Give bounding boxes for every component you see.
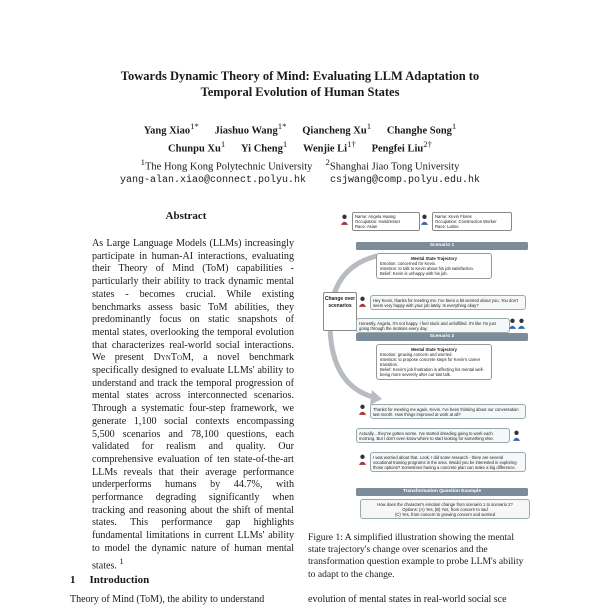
profile-row [340, 210, 497, 240]
abstract-text [92, 238, 294, 573]
author2-sup-0: 1 [220, 139, 226, 149]
author2-sup-1: 1 [282, 139, 288, 149]
trajectory-1-belief: Belief: Kevin is unhappy with his job. [380, 271, 448, 276]
abstract-part-2: , a novel benchmark specifically designed to evaluate LLMs' ability to understand and track the temporal progression of mental states across interconnected scenarios. Through a systematic four-step framework, we generate 1,100 social contexts encompassing 5,500 scenarios and 78,100 questions, each validated for realism and quality. Our comprehensive evaluation of ten state-of-the-art LLMs reveals that their average performance underperforms humans by 44.7%, with performance degrading significantly when tracking and reasoning about the shift of mental states. This performance gap highlights fundamental limitations in current LLMs' ability to model the dynamic nature of human mental states. [92, 352, 294, 571]
section-title: Introduction [89, 574, 150, 586]
change-over-scenarios-box: Change over scenarios [323, 292, 357, 331]
scenario-1-bubble-2: Honestly, Angela, I'm not happy. I feel stuck and unfulfilled. It's like I'm just going through the motions every day. [356, 318, 510, 333]
affil2: Shanghai Jiao Tong University [329, 161, 460, 173]
trajectory-2-emotion: Emotion: growing concern and worried. [380, 352, 453, 357]
author-0: Yang Xiao [143, 125, 191, 137]
kevin-alt-icon-s1 [517, 318, 526, 329]
trajectory-1 [376, 253, 492, 279]
affil1: The Hong Kong Polytechnic University [145, 161, 313, 173]
paper-title [0, 68, 600, 100]
affil2-sup: 2 [325, 157, 330, 167]
benchmark-name: DynToM [153, 352, 192, 364]
trajectory-2-intention: Intention: to propose concrete steps for Kevin's career transition. [380, 357, 481, 367]
scenario-2-bubble-3: I was worried about that. Look, I did some research - there are several vocational training programs in the area. Would you be interested in exploring those options? Sometimes having a concrete plan can make a big difference. [370, 452, 526, 472]
abstract-part-1: As Large Language Models (LLMs) increasingly participate in human-AI interactions, evaluating their Theory of Mind (ToM) capabilities - particularly their ability to track dynamic mental states - becomes crucial. While existing benchmarks assess basic ToM abilities, they predominantly focus on static snapshots of mental states, overlooking the temporal evolution that characterizes real-world social interactions. We present [92, 238, 294, 364]
email-2[interactable]: csjwang@comp.polyu.edu.hk [330, 175, 481, 186]
kevin-icon-s2 [512, 430, 521, 441]
kevin-race: Race: Latino [435, 224, 459, 229]
trajectory-1-emotion: Emotion: concerned for Kevin. [380, 261, 437, 266]
kevin-avatar-icon [420, 214, 429, 225]
abstract-heading: Abstract [165, 210, 207, 222]
authors-line-2 [0, 138, 600, 156]
scenario-2-bubble-1: Thanks for meeting me again, Kevin. I've been thinking about our conversation last month. How things improved at work at all? [370, 404, 526, 419]
kevin-icon-s1 [508, 318, 517, 329]
email-1[interactable]: yang-alan.xiao@connect.polyu.hk [119, 175, 306, 186]
question-box [360, 499, 530, 519]
section-heading [70, 574, 149, 586]
scenario-1-bubble-1: Hey Kevin, thanks for meeting me. I've been a bit worried about you. You don't seem very happy with your job lately. Is everything okay? [370, 295, 526, 310]
author-block [0, 120, 600, 188]
angela-name: Name: Angela Hwang [355, 214, 396, 219]
author-sup-2: 1 [366, 121, 372, 131]
scenario-2-bubble-2: Actually... they've gotten worse. I've started dreading going to work each morning. But I don't even know where to start looking for something else. [356, 428, 510, 443]
transformation-bar: Transformation Question Example [356, 488, 528, 496]
question-options: Options: (A) Yes, (B) Yes, from concern to sad [402, 506, 488, 512]
question-text: How does the character's emotion change from scenario 1 to scenario 2? [377, 501, 513, 507]
affil1-sup: 1 [140, 157, 146, 167]
kevin-occupation: Occupation: Construction Worker [435, 219, 497, 224]
author-3: Changhe Song [386, 125, 452, 137]
author-2: Qiancheng Xu [302, 125, 367, 137]
intro-text-left: Theory of Mind (ToM), the ability to understand [70, 594, 265, 605]
angela-icon-s2b [358, 454, 367, 465]
angela-icon-s2a [358, 404, 367, 415]
author2-1: Yi Cheng [240, 143, 283, 155]
author2-sup-2: 1† [347, 139, 356, 149]
kevin-name: Name: Kevin Flores [435, 214, 472, 219]
scenario-2-bar: Scenario 2 [356, 333, 528, 341]
trajectory-2-title: Mental State Trajectory [411, 347, 457, 352]
trajectory-1-intention: Intention: to talk to Kevin about his job satisfaction. [380, 266, 475, 271]
author2-0: Chunpu Xu [168, 143, 221, 155]
scenario-1-bar: Scenario 1 [356, 242, 528, 250]
trajectory-2-belief: Belief: Kevin's job frustration is affecting his mental well-being more severely after our last talk. [380, 367, 484, 377]
trajectory-2 [376, 344, 492, 380]
emails [0, 174, 600, 188]
author-1: Jiashuo Wang [214, 125, 278, 137]
trajectory-1-title: Mental State Trajectory [411, 256, 457, 261]
author2-3: Pengfei Liu [371, 143, 424, 155]
figure-1 [322, 208, 528, 526]
author-sup-1: 1* [277, 121, 287, 131]
authors-line-1 [0, 120, 600, 138]
question-options-2: (C) Yes, from concern to growing concern and worried [394, 511, 496, 517]
intro-text-right: evolution of mental states in real-world social sce [308, 594, 507, 605]
title-line-1: Towards Dynamic Theory of Mind: Evaluating LLM Adaptation to [120, 69, 480, 83]
angela-race: Race: Asian [355, 224, 378, 229]
footnote-mark[interactable]: 1 [119, 556, 124, 566]
author-sup-3: 1 [451, 121, 457, 131]
author2-2: Wenjie Li [303, 143, 348, 155]
angela-avatar-icon [340, 214, 349, 225]
angela-occupation: Occupation: Hairdresser [355, 219, 401, 224]
angela-icon-s1 [358, 296, 367, 307]
figure-caption: Figure 1: A simplified illustration showing the mental state trajectory's change over scenarios and the transformation question example to probe LLM's ability to adapt to the change. [308, 532, 524, 580]
section-number: 1 [70, 574, 76, 586]
author2-sup-3: 2† [423, 139, 432, 149]
kevin-card [432, 212, 512, 231]
title-line-2: Temporal Evolution of Human States [200, 85, 400, 99]
affiliations [0, 156, 600, 174]
angela-card [352, 212, 420, 231]
author-sup-0: 1* [190, 121, 199, 131]
